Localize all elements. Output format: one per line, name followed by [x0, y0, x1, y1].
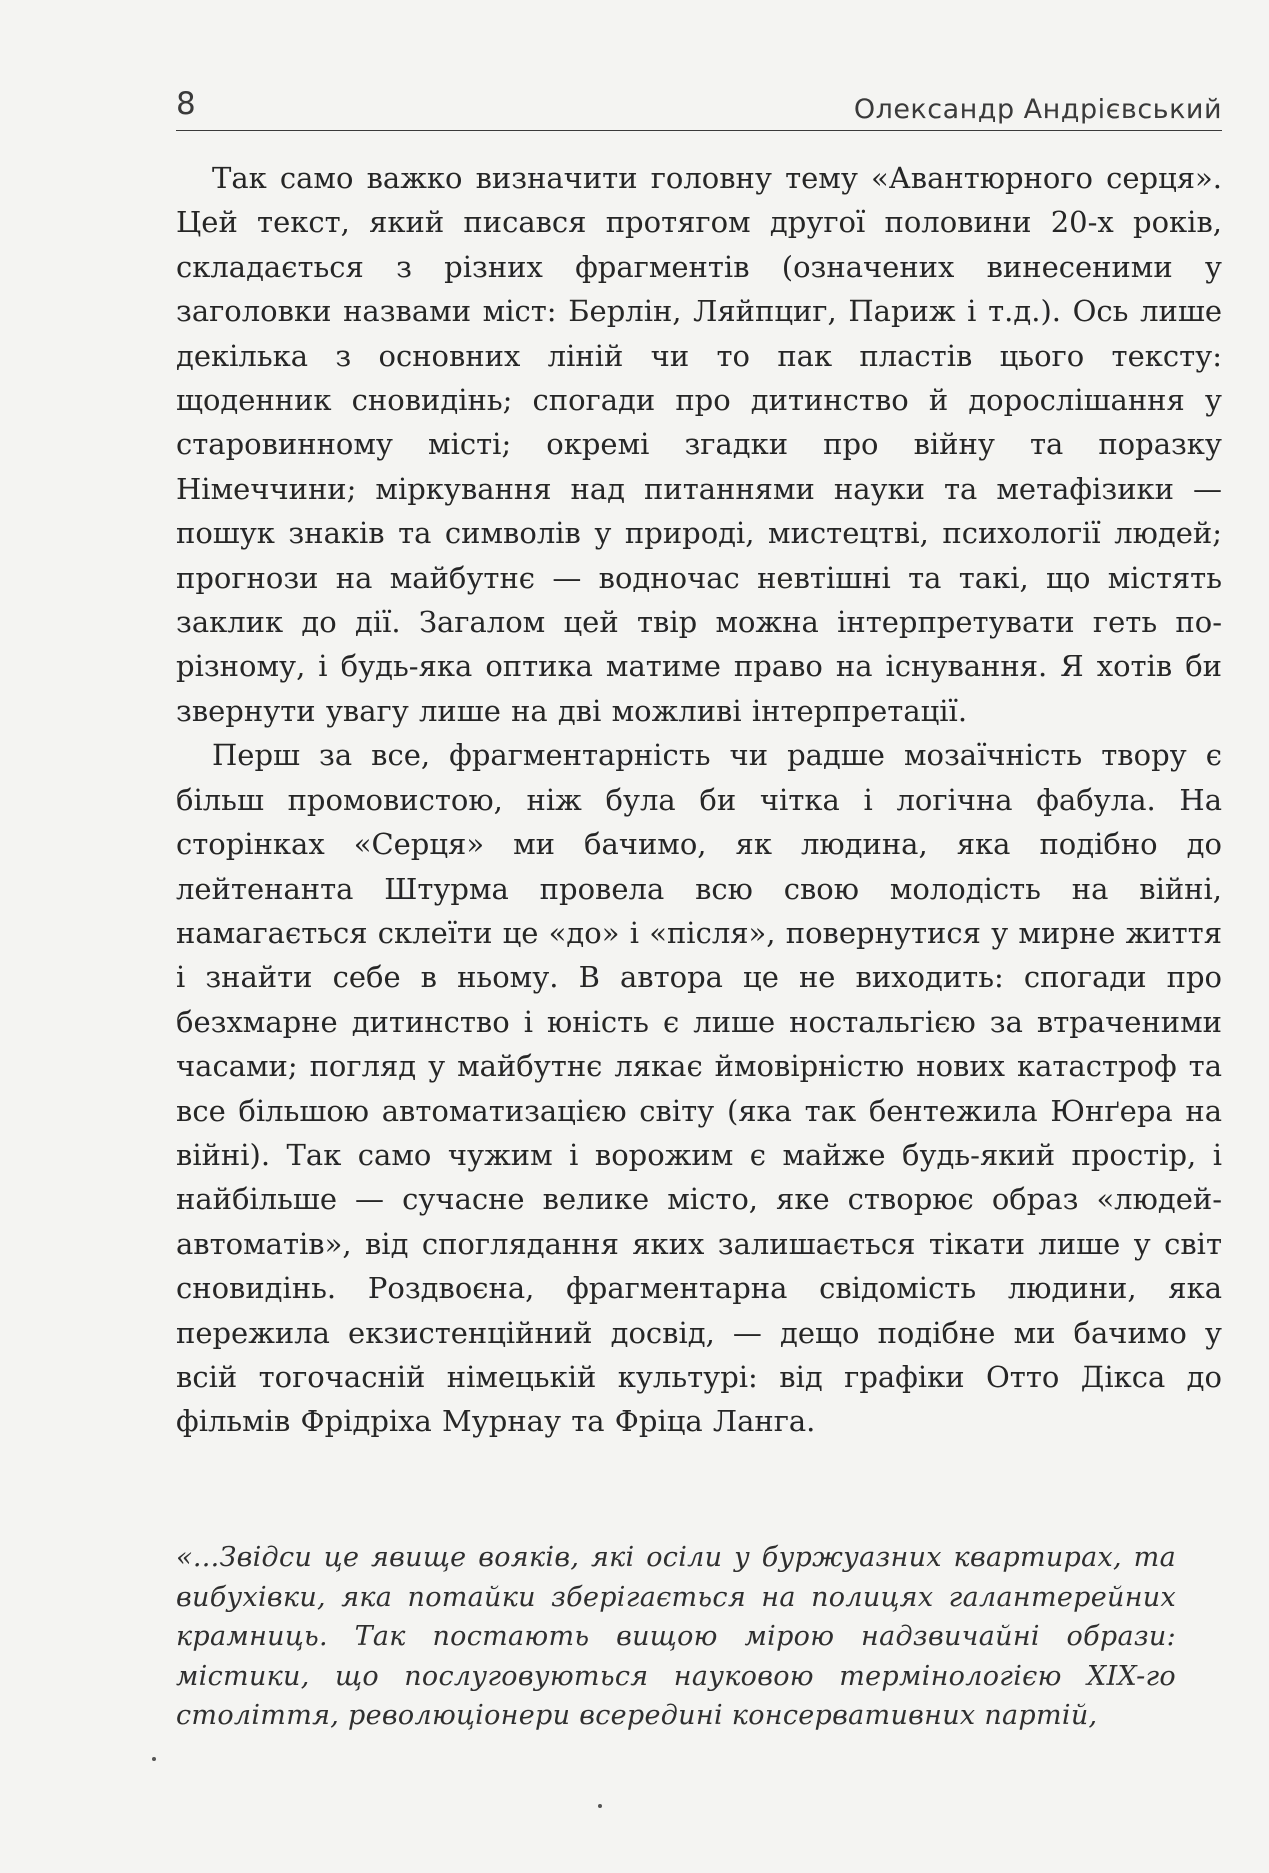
block-quote: «...Звідси це явище вояків, які осіли у буржуазних квартирах, та вибухівки, яка потайки зберігається на полицях галантерейних крамниць. Так постають вищою мірою надзвичайні образи: містики, що послуговуються науковою термінологією XIX-го століття, революціонери всередині консервативних партій, — [176, 1542, 1176, 1731]
paragraph: Перш за все, фрагментарність чи радше мозаїчність твору є більш промовистою, ніж була би чітка і логічна фабула. На сторінках «Серця» ми бачимо, як людина, яка подібно до лейтенанта Штурма провела всю свою молодість на війні, намагається склеїти це «до» і «після», повернутися у мирне життя і знайти себе в ньому. В автора це не виходить: спогади про безхмарне дитинство і юність є лише ностальгією за втраченими часами; погляд у майбутнє лякає ймовірністю нових катастроф та все більшою автоматизацією світу (яка так бентежила Юнґера на війні). Так само чужим і ворожим є майже будь-який простір, і найбільше — сучасне велике місто, яке створює образ «людей-автоматів», від споглядання яких залишається тікати лише у світ сновидінь. Роздвоєна, фрагментарна свідомість людини, яка пережила екзистенційний досвід, — дещо подібне ми бачимо у всій тогочасній німецькій культурі: від графіки Отто Дікса до фільмів Фрідріха Мурнау та Фріца Ланга. — [176, 738, 1222, 1439]
scan-speck — [598, 1804, 602, 1808]
page-number: 8 — [176, 86, 196, 122]
body-text — [176, 156, 1222, 1444]
scan-speck — [152, 1757, 156, 1761]
page-header — [176, 84, 1222, 131]
running-head-author: Олександр Андрієвський — [853, 94, 1222, 125]
paragraph: Так само важко визначити головну тему «Авантюрного серця». Цей текст, який писався протягом другої половини 20-х років, складається з різних фрагментів (означених винесеними у заголовки назвами міст: Берлін, Ляйпциг, Париж і т.д.). Ось лише декілька з основних ліній чи то пак пластів цього тексту: щоденник сновидінь; спогади про дитинство й дорослішання у старовинному місті; окремі згадки про війну та поразку Німеччини; міркування над питаннями науки та метафізики — пошук знаків та символів у природі, мистецтві, психології людей; прогнози на майбутнє — водночас невтішні та такі, що містять заклик до дії. Загалом цей твір можна інтерпретувати геть по-різному, і будь-яка оптика матиме право на існування. Я хотів би звернути увагу лише на дві можливі інтерпретації. — [176, 161, 1222, 728]
